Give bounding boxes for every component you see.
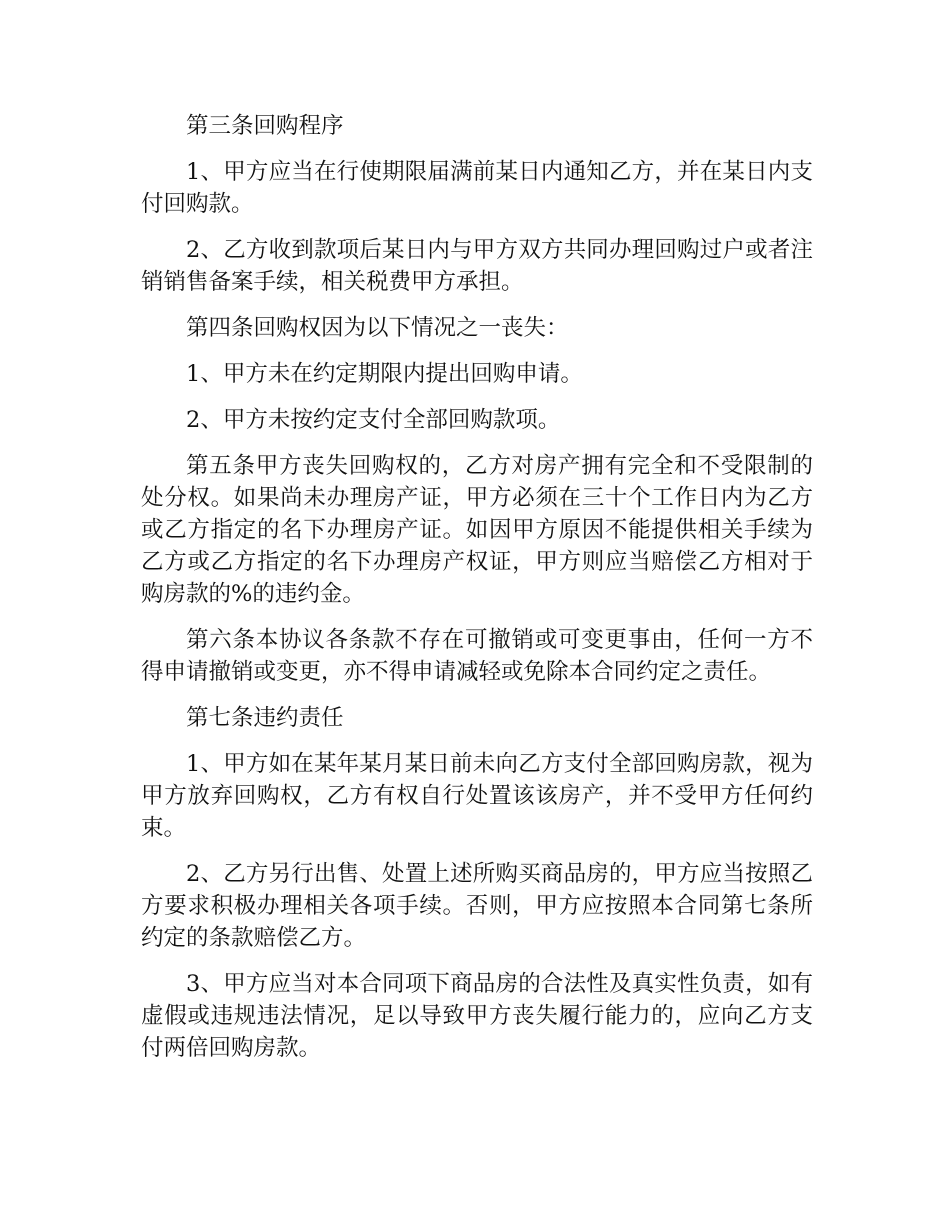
paragraph-article-5: 第五条甲方丧失回购权的，乙方对房产拥有完全和不受限制的处分权。如果尚未办理房产证，甲方必须在三十个工作日内为乙方或乙方指定的名下办理房产证。如因甲方原因不能提供相关手续为乙方或乙方指定的名下办理房产权证，甲方则应当赔偿乙方相对于购房款的%的违约金。 (141, 453, 813, 607)
paragraph: 3、甲方应当对本合同项下商品房的合法性及真实性负责，如有虚假或违规违法情况，足以导致甲方丧失履行能力的，应向乙方支付两倍回购房款。 (141, 971, 813, 1061)
document-page (141, 110, 813, 1078)
paragraph: 1、甲方如在某年某月某日前未向乙方支付全部回购房款，视为甲方放弃回购权，乙方有权自行处置该该房产，并不受甲方任何约束。 (141, 751, 813, 841)
paragraph: 2、乙方收到款项后某日内与甲方双方共同办理回购过户或者注销销售备案手续，相关税费甲方承担。 (141, 237, 813, 295)
section-heading-article-3: 第三条回购程序 (186, 113, 344, 139)
section-heading-article-7: 第七条违约责任 (186, 705, 344, 731)
paragraph-article-6: 第六条本协议各条款不存在可撤销或可变更事由，任何一方不得申请撤销或变更，亦不得申请减轻或免除本合同约定之责任。 (141, 627, 813, 685)
paragraph: 1、甲方应当在行使期限届满前某日内通知乙方，并在某日内支付回购款。 (141, 159, 813, 217)
section-heading-article-4: 第四条回购权因为以下情况之一丧失： (186, 315, 569, 341)
paragraph: 2、乙方另行出售、处置上述所购买商品房的，甲方应当按照乙方要求积极办理相关各项手续。否则，甲方应按照本合同第七条所约定的条款赔偿乙方。 (141, 861, 813, 951)
paragraph: 1、甲方未在约定期限内提出回购申请。 (186, 361, 583, 387)
paragraph: 2、甲方未按约定支付全部回购款项。 (186, 407, 561, 433)
